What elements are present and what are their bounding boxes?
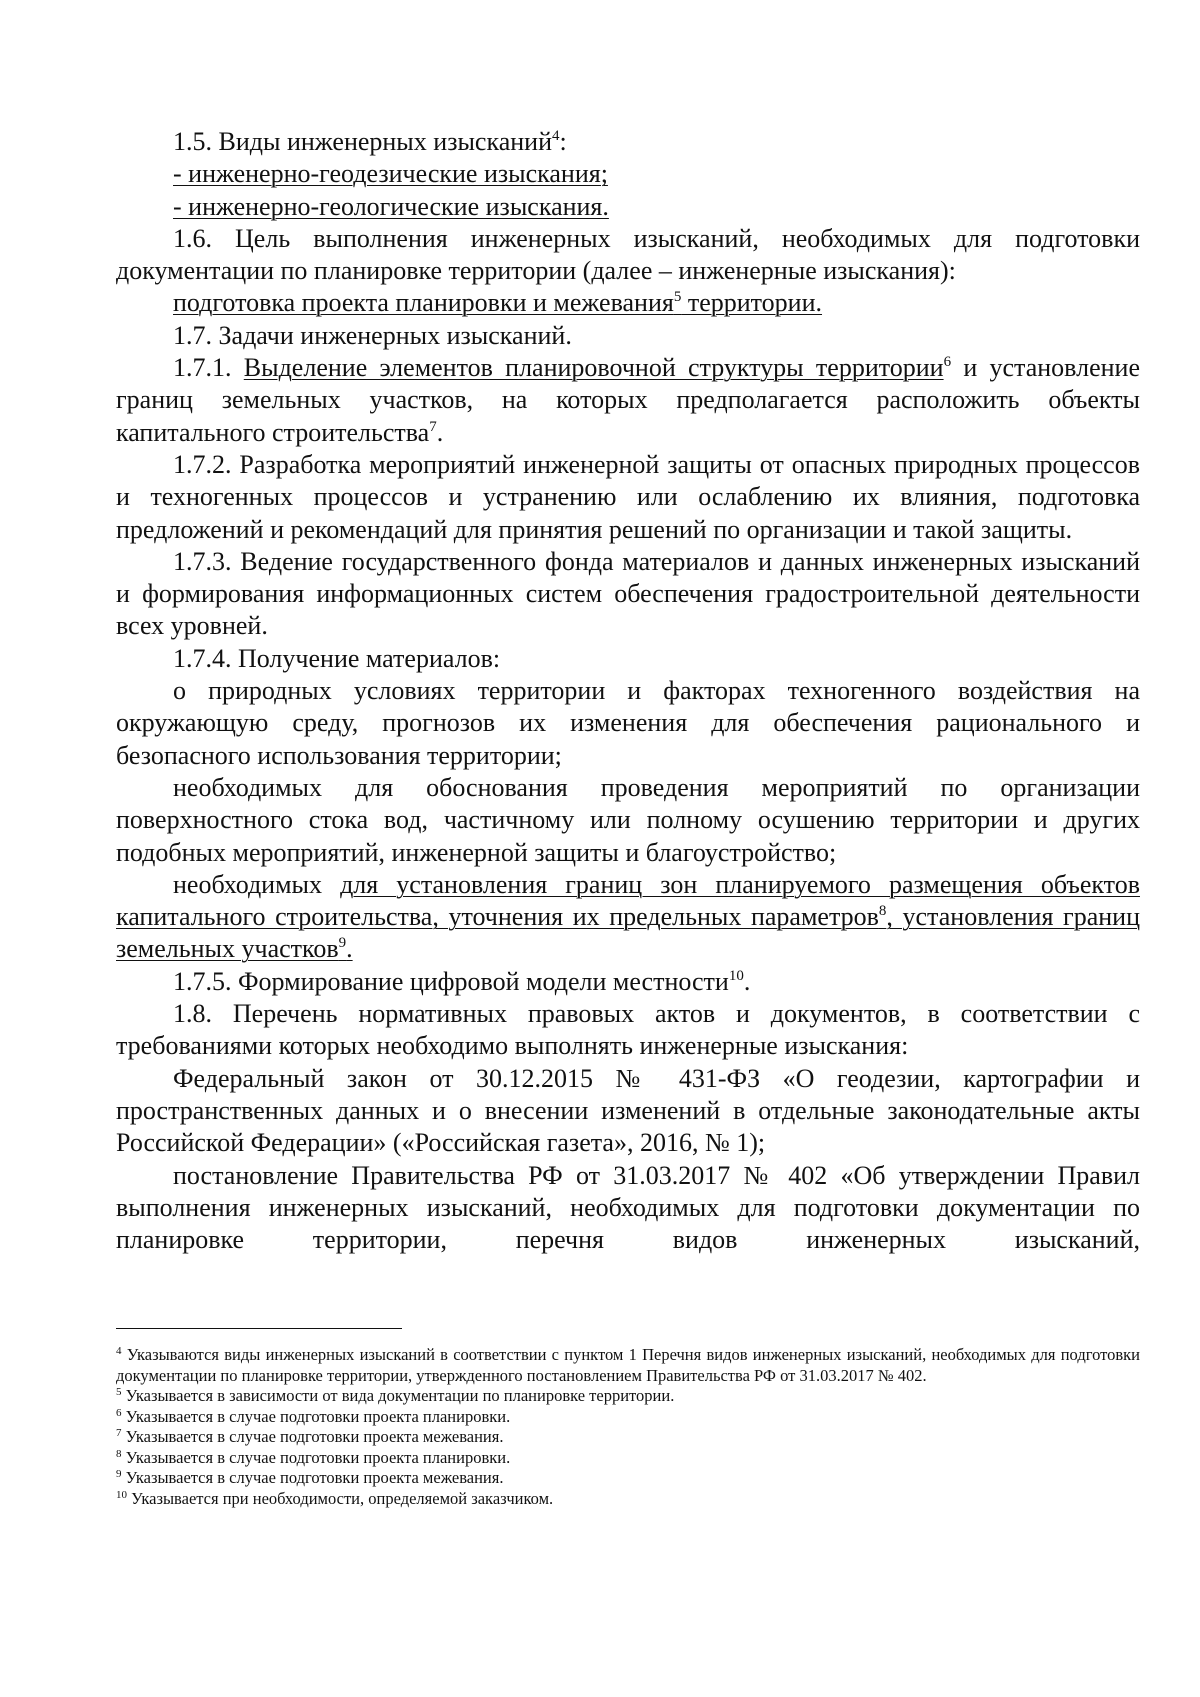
section-1-6-line1: 1.6. Цель выполнения инженерных изысканий, необходимых для подготовки bbox=[173, 223, 1140, 253]
law-item-1: Федеральный закон от 30.12.2015 № 431-ФЗ «О геодезии, картографии и пространственных данных и о внесении изменений в отдельные законодательные акты Российской Федерации» («Российская газета», 2016, № 1); bbox=[116, 1063, 1140, 1158]
footnote-ref-9: 9 bbox=[338, 935, 347, 952]
law-item-2: постановление Правительства РФ от 31.03.2017 № 402 «Об утверждении Правил выполнения инженерных изысканий, необходимых для подготовки документации по планировке территории, перечня видов инженерных изысканий, bbox=[116, 1160, 1140, 1255]
document-body bbox=[116, 126, 1140, 1256]
footnote-ref-7: 7 bbox=[429, 418, 437, 435]
section-1-7-1: 1.7.1. Выделение элементов планировочной структуры территории$^6$ и установление границ земельных участков, на которых предполагается расположить объекты капитального строительства$^7$. bbox=[116, 353, 1141, 447]
section-1-7-5: 1.7.5. Формирование цифровой модели местности$^{10}$. bbox=[173, 966, 751, 996]
section-1-7-heading: 1.7. Задачи инженерных изысканий. bbox=[173, 320, 572, 350]
footnote-ref-10: 10 bbox=[728, 967, 744, 984]
section-1-6-goal: подготовка проекта планировки и межевания$^5$ территории. bbox=[173, 288, 823, 318]
section-1-7-4-para-3: необходимых для установления границ зон планируемого размещения объектов капитального строительства, уточнения их предельных параметров$^8$, установления границ земельных участков$^9$. bbox=[116, 869, 1140, 964]
footnote: $^{10}$ Указывается при необходимости, определяемой заказчиком. bbox=[116, 1488, 554, 1508]
footnote-ref-4: 4 bbox=[552, 128, 560, 144]
footnote: $^9$ Указывается в случае подготовки проекта межевания. bbox=[116, 1468, 504, 1487]
section-1-5-heading: 1.5. Виды инженерных изысканий$^4$: bbox=[173, 127, 567, 156]
footnote: $^8$ Указывается в случае подготовки проекта планировки. bbox=[116, 1447, 511, 1467]
footnote-ref-8: 8 bbox=[878, 903, 887, 920]
section-1-8: 1.8. Перечень нормативных правовых актов и документов, в соответствии с требованиями которых необходимо выполнять инженерные изыскания: bbox=[116, 999, 1140, 1061]
section-1-7-4-para-2: необходимых для обоснования проведения мероприятий по организации поверхностного стока вод, частичному или полному осушению территории и других подобных мероприятий, инженерной защиты и благоустройство; bbox=[116, 772, 1140, 867]
footnote: $^6$ Указывается в случае подготовки проекта планировки. bbox=[116, 1406, 511, 1426]
footnote-separator bbox=[116, 1328, 402, 1329]
footnote-ref-6: 6 bbox=[943, 354, 952, 371]
section-1-7-2: 1.7.2. Разработка мероприятий инженерной защиты от опасных природных процессов и техногенных процессов и устранению или ослаблению их влияния, подготовка предложений и рекомендаций для принятия решений по организации и такой защиты. bbox=[116, 449, 1140, 544]
footnote: $^4$ Указываются виды инженерных изысканий в соответствии с пунктом 1 Перечня видов инженерных изысканий, необходимых для подготовки документации по планировке территории, утвержденного постановлением Правительства РФ от 31.03.2017 № 402. bbox=[116, 1345, 1140, 1385]
survey-type-item: - инженерно-геодезические изыскания; bbox=[173, 159, 608, 189]
footnote-ref-5: 5 bbox=[673, 289, 682, 306]
section-1-7-3: 1.7.3. Ведение государственного фонда материалов и данных инженерных изысканий и формирования информационных систем обеспечения градостроительной деятельности всех уровней. bbox=[116, 546, 1140, 641]
footnotes bbox=[116, 1345, 1140, 1509]
section-1-6-line2: документации по планировке территории (далее – инженерные изыскания): bbox=[116, 256, 956, 286]
section-1-7-4-heading: 1.7.4. Получение материалов: bbox=[173, 643, 501, 673]
footnote: $^7$ Указывается в случае подготовки проекта межевания. bbox=[116, 1427, 504, 1446]
section-1-7-4-para-1: о природных условиях территории и факторах техногенного воздействия на окружающую среду, прогнозов их изменения для обеспечения рационального и безопасного использования территории; bbox=[116, 676, 1140, 770]
survey-type-item: - инженерно-геологические изыскания. bbox=[173, 191, 609, 221]
footnote: $^5$ Указывается в зависимости от вида документации по планировке территории. bbox=[116, 1386, 675, 1405]
